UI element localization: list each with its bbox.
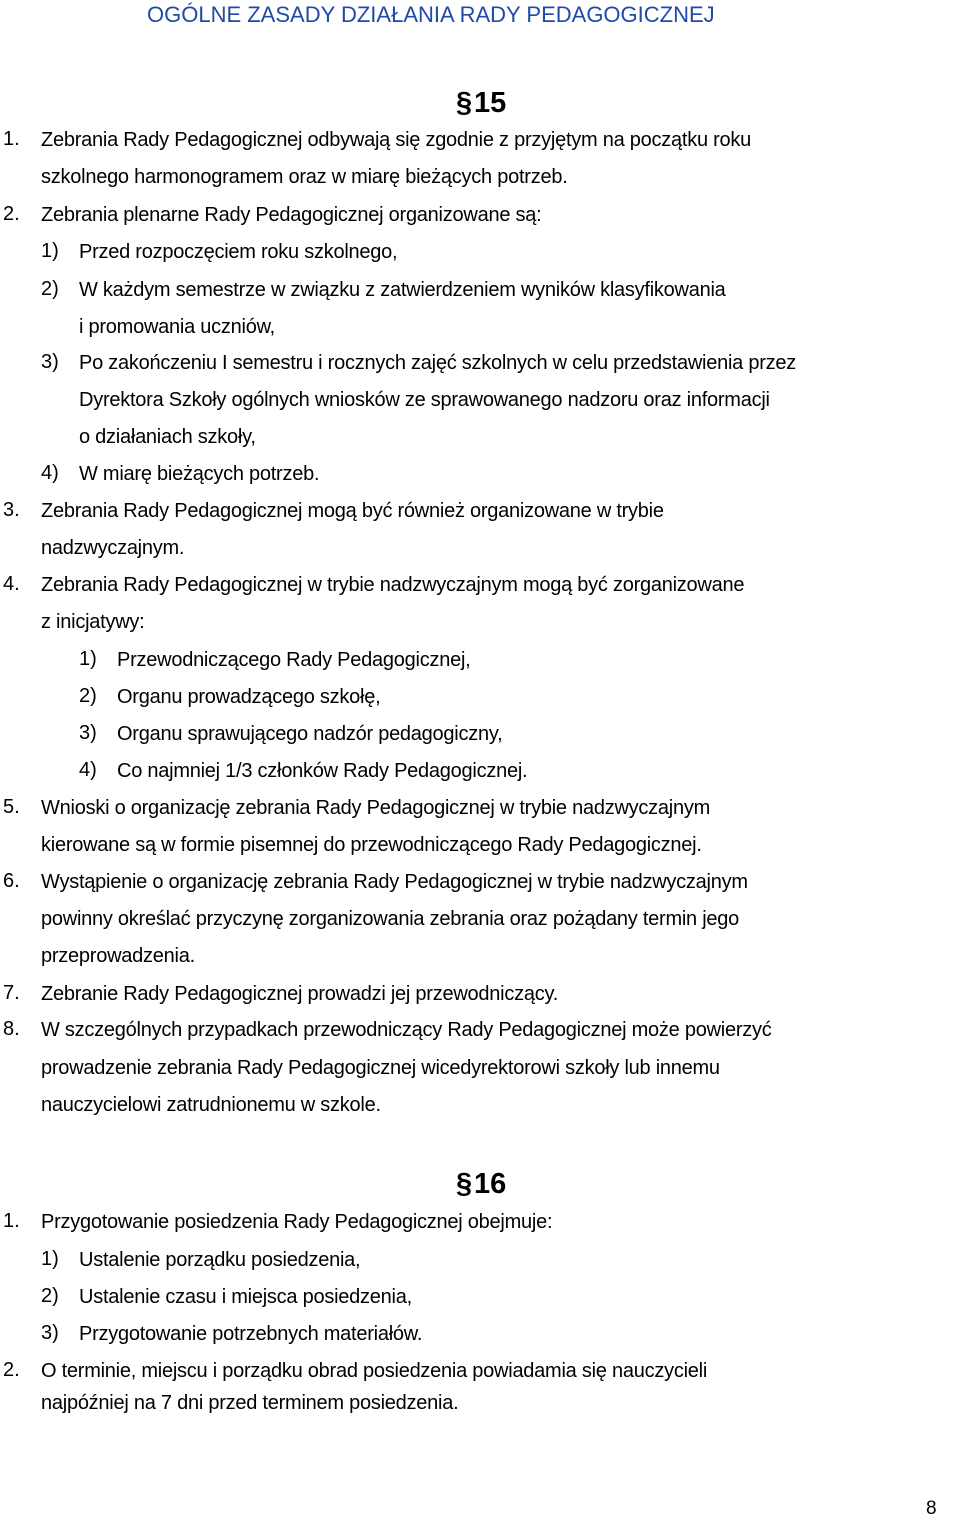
section-sign: § <box>456 1168 473 1200</box>
list-item: Co najmniej 1/3 członków Rady Pedagogicznej. <box>117 760 528 782</box>
paragraph-line: przeprowadzenia. <box>41 945 195 967</box>
paragraph-line: O terminie, miejscu i porządku obrad posiedzenia powiadamia się nauczycieli <box>41 1360 708 1382</box>
section-number: 16 <box>474 1168 507 1200</box>
paragraph-number: 2. <box>3 203 20 225</box>
section-15-heading <box>456 86 506 120</box>
paragraph-line: Wystąpienie o organizację zebrania Rady Pedagogicznej w trybie nadzwyczajnym <box>41 871 748 893</box>
list-item-number: 2) <box>41 278 59 300</box>
paragraph-line: Wnioski o organizację zebrania Rady Pedagogicznej w trybie nadzwyczajnym <box>41 797 711 819</box>
section-sign: § <box>456 87 473 119</box>
paragraph-line: kierowane są w formie pisemnej do przewodniczącego Rady Pedagogicznej. <box>41 834 702 856</box>
paragraph-line: nadzwyczajnym. <box>41 537 185 559</box>
list-item: W każdym semestrze w związku z zatwierdzeniem wyników klasyfikowania <box>79 279 726 301</box>
paragraph-number: 7. <box>3 982 20 1004</box>
page-number: 8 <box>926 1498 937 1519</box>
paragraph-line: Zebrania Rady Pedagogicznej odbywają się zgodnie z przyjętym na początku roku <box>41 129 752 151</box>
section-16-heading <box>456 1167 506 1201</box>
list-item: Ustalenie porządku posiedzenia, <box>79 1249 361 1271</box>
list-item-number: 3) <box>41 351 59 373</box>
list-item: o działaniach szkoły, <box>79 426 256 448</box>
paragraph-number: 1. <box>3 128 20 150</box>
paragraph-number: 1. <box>3 1210 20 1232</box>
paragraph-number: 5. <box>3 796 20 818</box>
list-item: i promowania uczniów, <box>79 316 275 338</box>
paragraph-line: z inicjatywy: <box>41 611 145 633</box>
paragraph-line: szkolnego harmonogramem oraz w miarę bieżących potrzeb. <box>41 166 568 188</box>
paragraph-number: 8. <box>3 1018 20 1040</box>
paragraph-line: najpóźniej na 7 dni przed terminem posiedzenia. <box>41 1392 459 1414</box>
paragraph-number: 4. <box>3 573 20 595</box>
list-item: Ustalenie czasu i miejsca posiedzenia, <box>79 1286 412 1308</box>
paragraph-number: 6. <box>3 870 20 892</box>
paragraph-line: prowadzenie zebrania Rady Pedagogicznej wicedyrektorowi szkoły lub innemu <box>41 1057 720 1079</box>
list-item: W miarę bieżących potrzeb. <box>79 463 320 485</box>
paragraph-line: Zebrania plenarne Rady Pedagogicznej organizowane są: <box>41 204 542 226</box>
list-item: Dyrektora Szkoły ogólnych wniosków ze sprawowanego nadzoru oraz informacji <box>79 389 770 411</box>
list-item-number: 3) <box>41 1322 59 1344</box>
paragraph-number: 3. <box>3 499 20 521</box>
paragraph-line: W szczególnych przypadkach przewodniczący Rady Pedagogicznej może powierzyć <box>41 1019 772 1041</box>
list-item: Po zakończeniu I semestru i rocznych zajęć szkolnych w celu przedstawienia przez <box>79 352 796 374</box>
list-item-number: 2) <box>79 685 97 707</box>
paragraph-line: powinny określać przyczynę zorganizowania zebrania oraz pożądany termin jego <box>41 908 740 930</box>
paragraph-line: Zebrania Rady Pedagogicznej w trybie nadzwyczajnym mogą być zorganizowane <box>41 574 745 596</box>
list-item: Przewodniczącego Rady Pedagogicznej, <box>117 649 471 671</box>
list-item-number: 1) <box>41 1248 59 1270</box>
list-item: Przed rozpoczęciem roku szkolnego, <box>79 241 398 263</box>
section-number: 15 <box>474 87 507 119</box>
list-item: Organu sprawującego nadzór pedagogiczny, <box>117 723 503 745</box>
paragraph-number: 2. <box>3 1359 20 1381</box>
list-item-number: 1) <box>79 648 97 670</box>
paragraph-line: Zebrania Rady Pedagogicznej mogą być również organizowane w trybie <box>41 500 664 522</box>
list-item-number: 2) <box>41 1285 59 1307</box>
list-item-number: 4) <box>79 759 97 781</box>
page-title: OGÓLNE ZASADY DZIAŁANIA RADY PEDAGOGICZNEJ <box>147 2 715 27</box>
paragraph-line: Przygotowanie posiedzenia Rady Pedagogicznej obejmuje: <box>41 1211 553 1233</box>
list-item-number: 1) <box>41 240 59 262</box>
list-item-number: 3) <box>79 722 97 744</box>
paragraph-line: Zebranie Rady Pedagogicznej prowadzi jej przewodniczący. <box>41 983 559 1005</box>
list-item-number: 4) <box>41 462 59 484</box>
list-item: Organu prowadzącego szkołę, <box>117 686 381 708</box>
list-item: Przygotowanie potrzebnych materiałów. <box>79 1323 423 1345</box>
paragraph-line: nauczycielowi zatrudnionemu w szkole. <box>41 1094 381 1116</box>
